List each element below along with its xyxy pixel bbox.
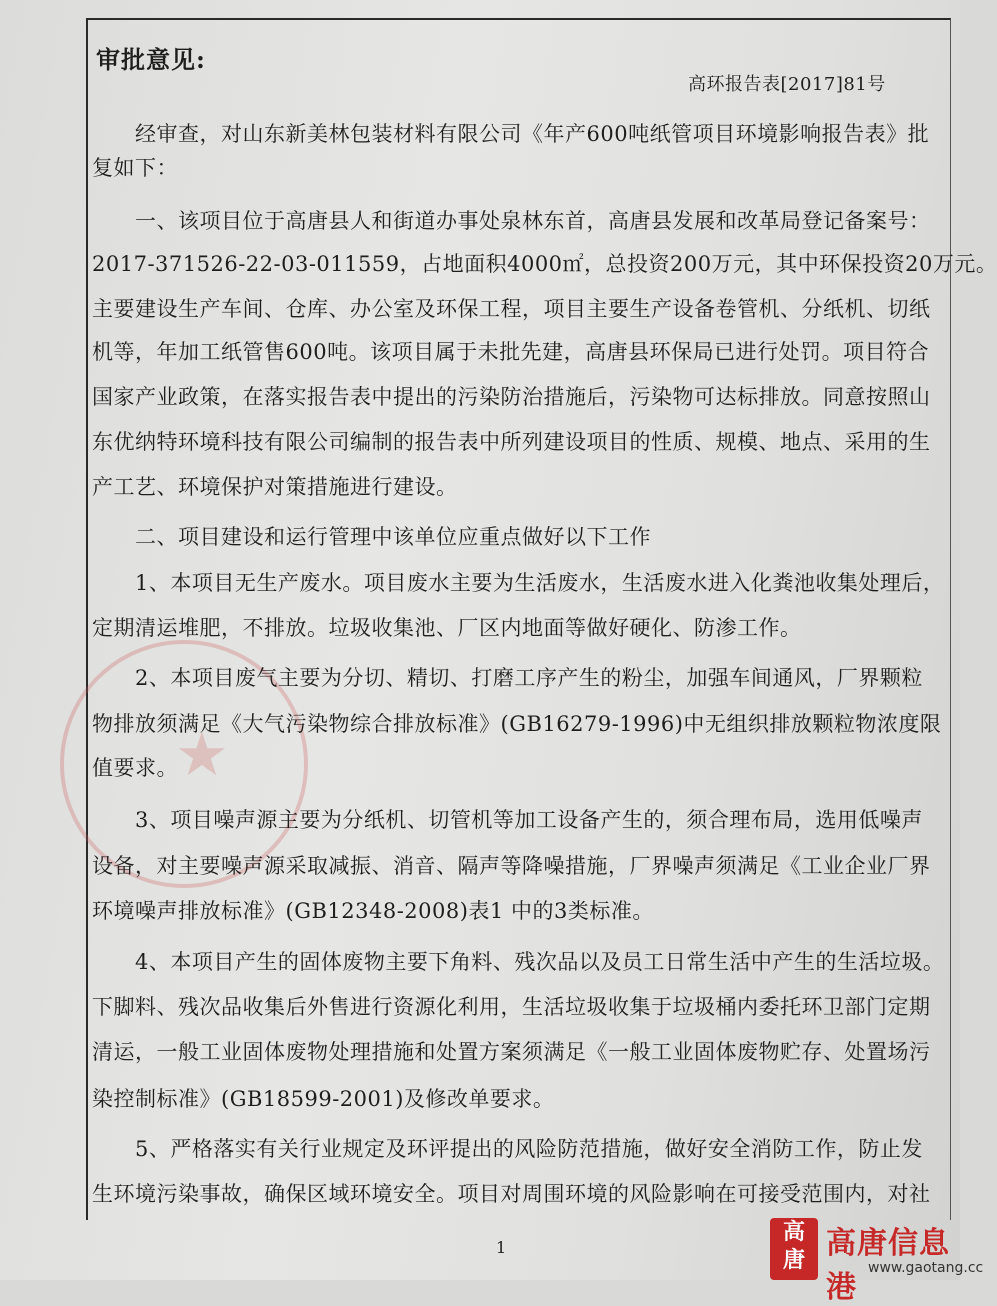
text-line: 物排放须满足《大气污染物综合排放标准》(GB16279-1996)中无组织排放颗粒物浓度限 — [92, 712, 942, 736]
watermark-logo-char: 高 — [782, 1219, 805, 1245]
watermark-logo — [770, 1218, 818, 1280]
text-line: 复如下： — [92, 156, 178, 180]
text-line: 值要求。 — [92, 756, 178, 780]
text-line: 设备，对主要噪声源采取减振、消音、隔声等降噪措施，厂界噪声须满足《工业企业厂界 — [92, 854, 931, 878]
text-line: 下脚料、残次品收集后外售进行资源化利用，生活垃圾收集于垃圾桶内委托环卫部门定期 — [92, 995, 931, 1019]
text-line: 3、项目噪声源主要为分纸机、切管机等加工设备产生的，须合理布局，选用低噪声 — [92, 808, 923, 832]
seal-star-icon: ★ — [175, 720, 229, 790]
text-line: 1、本项目无生产废水。项目废水主要为生活废水，生活废水进入化粪池收集处理后， — [92, 571, 945, 595]
text-line: 5、严格落实有关行业规定及环评提出的风险防范措施，做好安全消防工作，防止发 — [92, 1137, 923, 1161]
text-line: 机等，年加工纸管售600吨。该项目属于未批先建，高唐县环保局已进行处罚。项目符合 — [92, 340, 930, 364]
watermark-url: www.gaotang.cc — [868, 1260, 984, 1276]
text-line: 产工艺、环境保护对策措施进行建设。 — [92, 475, 458, 499]
text-line: 经审查，对山东新美林包装材料有限公司《年产600吨纸管项目环境影响报告表》批 — [92, 122, 930, 146]
text-line: 国家产业政策，在落实报告表中提出的污染防治措施后，污染物可达标排放。同意按照山 — [92, 385, 931, 409]
text-line: 染控制标准》(GB18599-2001)及修改单要求。 — [92, 1087, 555, 1111]
text-line: 一、该项目位于高唐县人和街道办事处泉林东首，高唐县发展和改革局登记备案号： — [92, 209, 931, 233]
text-line: 清运，一般工业固体废物处理措施和处置方案须满足《一般工业固体废物贮存、处置场污 — [92, 1040, 931, 1064]
approval-heading: 审批意见: — [96, 45, 206, 74]
text-line: 环境噪声排放标准》(GB12348-2008)表1 中的3类标准。 — [92, 899, 654, 923]
text-line: 定期清运堆肥，不排放。垃圾收集池、厂区内地面等做好硬化、防渗工作。 — [92, 616, 802, 640]
text-line: 4、本项目产生的固体废物主要下角料、残次品以及员工日常生活中产生的生活垃圾。 — [92, 950, 945, 974]
document-number: 高环报告表[2017]81号 — [688, 74, 886, 95]
text-line: 二、项目建设和运行管理中该单位应重点做好以下工作 — [92, 525, 651, 549]
text-line: 主要建设生产车间、仓库、办公室及环保工程，项目主要生产设备卷管机、分纸机、切纸 — [92, 297, 931, 321]
page-number: 1 — [496, 1238, 507, 1257]
text-line: 生环境污染事故，确保区域环境安全。项目对周围环境的风险影响在可接受范围内，对社 — [92, 1182, 931, 1206]
watermark-logo-char: 唐 — [782, 1247, 805, 1273]
watermark-name: 高唐信息港 — [826, 1226, 950, 1305]
text-line: 东优纳特环境科技有限公司编制的报告表中所列建设项目的性质、规模、地点、采用的生 — [92, 430, 931, 454]
text-line: 2、本项目废气主要为分切、精切、打磨工序产生的粉尘，加强车间通风，厂界颗粒 — [92, 666, 923, 690]
site-watermark — [770, 1218, 984, 1305]
text-line: 2017-371526-22-03-011559，占地面积4000㎡，总投资200万元，其中环保投资20万元。 — [92, 252, 997, 276]
